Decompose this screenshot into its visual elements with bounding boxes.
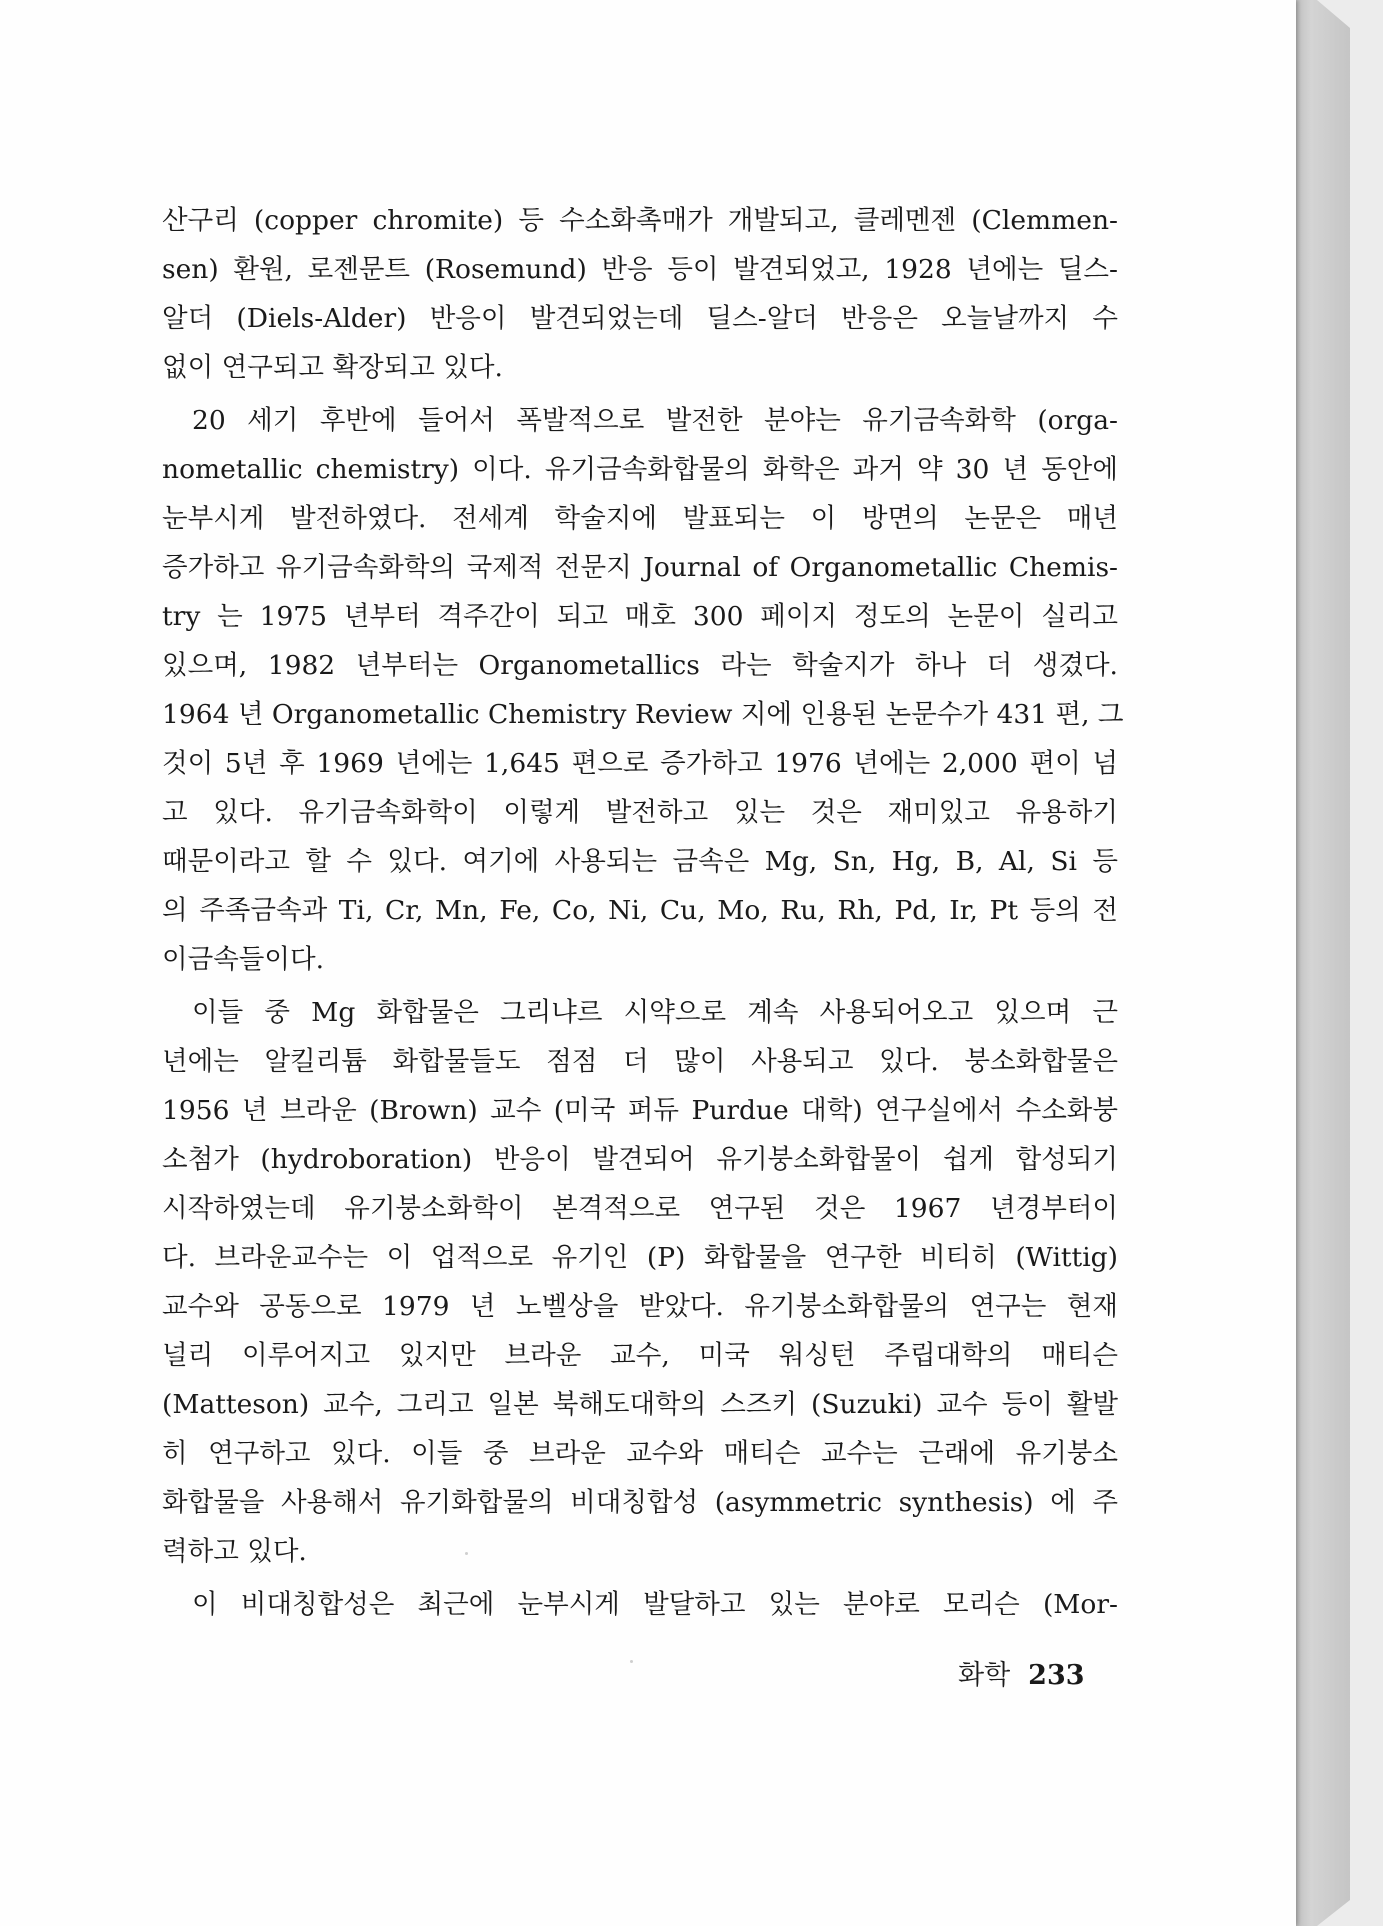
- text-line: 력하고 있다.: [162, 1536, 307, 1567]
- text-line: 눈부시게 발전하였다. 전세계 학술지에 발표되는 이 방면의 논문은 매년: [162, 503, 1118, 534]
- text-line: 때문이라고 할 수 있다. 여기에 사용되는 금속은 Mg, Sn, Hg, B, Al, Si 등: [162, 846, 1118, 877]
- page-number: 233: [1028, 1660, 1085, 1691]
- text-line: 히 연구하고 있다. 이들 중 브라운 교수와 매티슨 교수는 근래에 유기붕소: [162, 1438, 1118, 1469]
- text-line: 있으며, 1982 년부터는 Organometallics 라는 학술지가 하나 더 생겼다.: [162, 650, 1118, 681]
- text-line: (Matteson) 교수, 그리고 일본 북해도대학의 스즈키 (Suzuki) 교수 등이 활발: [162, 1389, 1118, 1420]
- text-line: 이들 중 Mg 화합물은 그리냐르 시약으로 계속 사용되어오고 있으며 근: [192, 997, 1118, 1028]
- text-line: 교수와 공동으로 1979 년 노벨상을 받았다. 유기붕소화합물의 연구는 현재: [162, 1291, 1118, 1322]
- text-line: nometallic chemistry) 이다. 유기금속화합물의 화학은 과거 약 30 년 동안에: [162, 454, 1118, 485]
- page-stack-edge: [1290, 0, 1350, 1926]
- text-line: 이 비대칭합성은 최근에 눈부시게 발달하고 있는 분야로 모리슨 (Mor-: [192, 1589, 1118, 1620]
- text-line: 산구리 (copper chromite) 등 수소화촉매가 개발되고, 클레멘젠 (Clemmen-: [162, 205, 1118, 236]
- scan-speck: [465, 1552, 468, 1555]
- text-line: 화합물을 사용해서 유기화합물의 비대칭합성 (asymmetric synthesis) 에 주: [162, 1487, 1118, 1518]
- scan-speck: [630, 1660, 633, 1663]
- text-line: 다. 브라운교수는 이 업적으로 유기인 (P) 화합물을 연구한 비티히 (Wittig): [162, 1242, 1118, 1273]
- text-line: 1964 년 Organometallic Chemistry Review 지에 인용된 논문수가 431 편, 그: [162, 699, 1124, 730]
- text-line: 의 주족금속과 Ti, Cr, Mn, Fe, Co, Ni, Cu, Mo, Ru, Rh, Pd, Ir, Pt 등의 전: [162, 895, 1118, 926]
- running-footer-section: 화학: [958, 1660, 1011, 1691]
- page-footer: [958, 1653, 1088, 1693]
- text-line: 년에는 알킬리튬 화합물들도 점점 더 많이 사용되고 있다. 붕소화합물은: [162, 1046, 1118, 1077]
- text-line: 소첨가 (hydroboration) 반응이 발견되어 유기붕소화합물이 쉽게 합성되기: [162, 1144, 1118, 1175]
- text-line: 널리 이루어지고 있지만 브라운 교수, 미국 워싱턴 주립대학의 매티슨: [162, 1340, 1118, 1371]
- text-line: 알더 (Diels-Alder) 반응이 발견되었는데 딜스-알더 반응은 오늘날까지 수: [162, 303, 1118, 334]
- text-line: 이금속들이다.: [162, 944, 325, 975]
- text-line: 증가하고 유기금속화학의 국제적 전문지 Journal of Organometallic Chemis-: [162, 552, 1118, 583]
- text-line: 없이 연구되고 확장되고 있다.: [162, 352, 503, 383]
- text-line: 1956 년 브라운 (Brown) 교수 (미국 퍼듀 Purdue 대학) 연구실에서 수소화붕: [162, 1095, 1118, 1126]
- text-line: 20 세기 후반에 들어서 폭발적으로 발전한 분야는 유기금속화학 (orga-: [192, 405, 1118, 436]
- text-line: try 는 1975 년부터 격주간이 되고 매호 300 페이지 정도의 논문이 실리고: [162, 601, 1118, 632]
- text-line: 시작하였는데 유기붕소화학이 본격적으로 연구된 것은 1967 년경부터이: [162, 1193, 1118, 1224]
- text-line: 고 있다. 유기금속화학이 이렇게 발전하고 있는 것은 재미있고 유용하기: [162, 797, 1118, 828]
- body-text: [162, 196, 1124, 1629]
- text-line: 것이 5년 후 1969 년에는 1,645 편으로 증가하고 1976 년에는 2,000 편이 넘: [162, 748, 1118, 779]
- text-line: sen) 환원, 로젠문트 (Rosemund) 반응 등이 발견되었고, 1928 년에는 딜스-: [162, 254, 1118, 285]
